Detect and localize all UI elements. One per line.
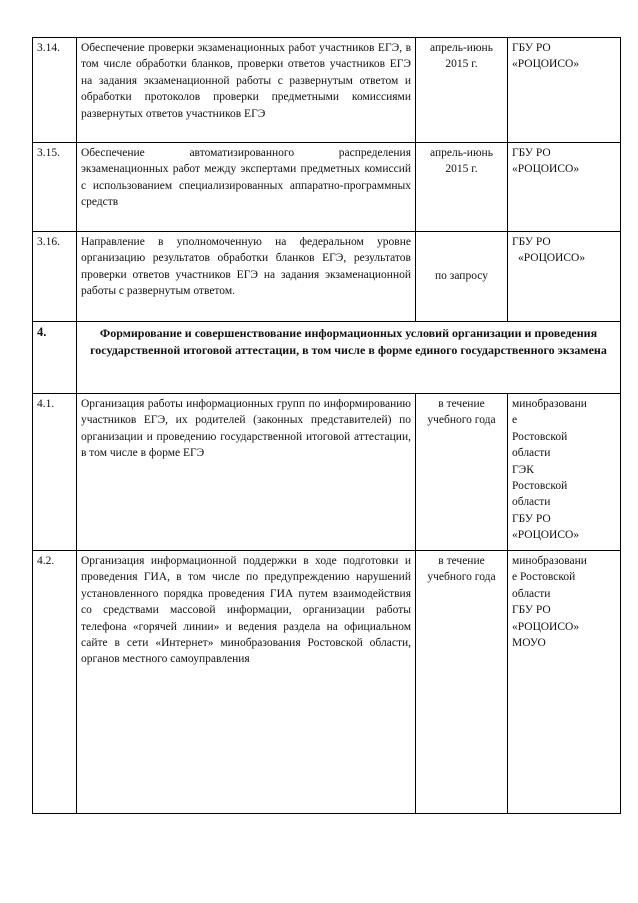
executor-line: ГЭК: [512, 463, 534, 476]
executor-line: минобразовани: [512, 398, 587, 410]
item-executor: [508, 38, 621, 143]
executor-line: е Ростовской: [512, 571, 576, 584]
executor-line: ГБУ РО: [512, 604, 551, 617]
item-number: 4.2.: [33, 551, 77, 814]
item-description: Обеспечение автоматизированного распределения экзаменационных работ между экспертами предметных комиссий с использованием специализированных аппаратно-программных средств: [77, 143, 416, 232]
executor-line: области: [512, 587, 551, 600]
item-term: по запросу: [416, 232, 508, 322]
item-description: Организация информационной поддержки в ходе подготовки и проведения ГИА, в том числе по предупреждению нарушений установленного порядка проведения ГИА путем взаимодействия со средствами массовой информации, организации работы телефона «горячей линии» и ведения раздела на официальном сайте в сети «Интернет» минобразования Ростовской области, органов местного самоуправления: [77, 551, 416, 814]
item-term: апрель-июнь 2015 г.: [416, 38, 508, 143]
executor-line: МОУО: [512, 637, 546, 650]
item-description: Организация работы информационных групп по информированию участников ЕГЭ, их родителей (законных представителей) по организации и проведению государственной итоговой аттестации, в том числе в форме ЕГЭ: [77, 394, 416, 551]
executor-line: минобразовани: [512, 555, 587, 567]
item-term: в течение учебного года: [416, 394, 508, 551]
executor-line: ГБУ РО: [512, 42, 551, 54]
executor-line: «РОЦОИСО»: [518, 252, 586, 265]
section-number: 4.: [33, 322, 77, 394]
executor-line: ГБУ РО: [512, 147, 551, 159]
item-description: Направление в уполномоченную на федеральном уровне организацию результатов обработки бланков ЕГЭ, результатов проверки ответов участников ЕГЭ на задания экзаменационной работы с развернутым ответом.: [77, 232, 416, 322]
executor-line: ГБУ РО: [512, 236, 551, 248]
table-row: [33, 394, 621, 551]
item-number: 3.14.: [33, 38, 77, 143]
table-row: [33, 143, 621, 232]
item-executor: [508, 232, 621, 322]
plan-table: [32, 37, 621, 814]
item-executor: [508, 394, 621, 551]
section-row: [33, 322, 621, 394]
item-number: 3.15.: [33, 143, 77, 232]
item-executor: [508, 143, 621, 232]
executor-line: «РОЦОИСО»: [512, 529, 580, 542]
item-executor: [508, 551, 621, 814]
table-row: [33, 232, 621, 322]
executor-line: области: [512, 496, 551, 509]
executor-line: «РОЦОИСО»: [512, 620, 580, 633]
item-term: апрель-июнь 2015 г.: [416, 143, 508, 232]
item-number: 3.16.: [33, 232, 77, 322]
executor-line: Ростовской: [512, 480, 568, 493]
item-term: в течение учебного года: [416, 551, 508, 814]
section-title: Формирование и совершенствование информационных условий организации и проведения государственной итоговой аттестации, в том числе в форме единого государственного экзамена: [77, 322, 621, 394]
executor-line: «РОЦОИСО»: [512, 58, 580, 71]
item-number: 4.1.: [33, 394, 77, 551]
table-row: [33, 551, 621, 814]
executor-line: «РОЦОИСО»: [512, 163, 580, 176]
table-row: [33, 38, 621, 143]
executor-line: ГБУ РО: [512, 512, 551, 525]
executor-line: области: [512, 447, 551, 460]
item-description: Обеспечение проверки экзаменационных работ участников ЕГЭ, в том числе обработки бланков, проверки ответов участников ЕГЭ на задания экзаменационной работы с развернутым ответом и обработки протоколов проверки предметными комиссиями развернутых ответов участников ЕГЭ: [77, 38, 416, 143]
executor-line: е: [512, 414, 518, 427]
executor-line: Ростовской: [512, 430, 568, 443]
